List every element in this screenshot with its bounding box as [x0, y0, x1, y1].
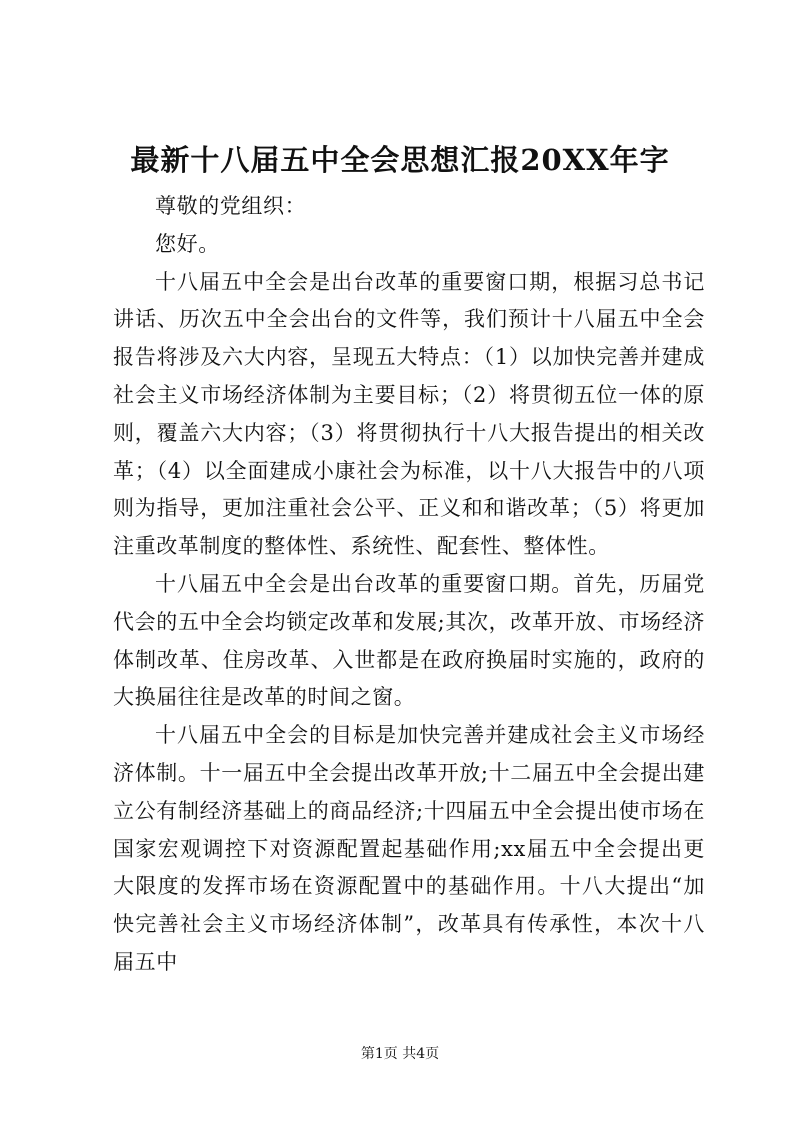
body-paragraph-2: 十八届五中全会是出台改革的重要窗口期。首先，历届党代会的五中全会均锁定改革和发展;其次，改革开放、市场经济体制改革、住房改革、入世都是在政府换届时实施的，政府的大换届往往是改革的时间之窗。	[113, 571, 705, 710]
document-body	[113, 188, 705, 982]
greeting: 您好。	[155, 231, 220, 256]
body-paragraph-1: 十八届五中全会是出台改革的重要窗口期，根据习总书记讲话、历次五中全会出台的文件等，我们预计十八届五中全会报告将涉及六大内容，呈现五大特点：（1）以加快完善并建成社会主义市场经济体制为主要目标；（2）将贯彻五位一体的原则，覆盖六大内容；（3）将贯彻执行十八大报告提出的相关改革；（4）以全面建成小康社会为标准，以十八大报告中的八项则为指导，更加注重社会公平、正义和和谐改革；（5）将更加注重改革制度的整体性、系统性、配套性、整体性。	[113, 269, 705, 559]
document-title: 最新十八届五中全会思想汇报20XX年字	[130, 143, 670, 177]
body-paragraph-3: 十八届五中全会的目标是加快完善并建成社会主义市场经济体制。十一届五中全会提出改革开放;十二届五中全会提出建立公有制经济基础上的商品经济;十四届五中全会提出使市场在国家宏观调控下对资源配置起基础作用;xx届五中全会提出更大限度的发挥市场在资源配置中的基础作用。十八大提出“加快完善社会主义市场经济体制”，改革具有传承性，本次十八届五中	[113, 723, 705, 974]
salutation: 尊敬的党组织：	[155, 194, 307, 218]
page-number-footer: 第1页 共4页	[360, 1046, 440, 1062]
